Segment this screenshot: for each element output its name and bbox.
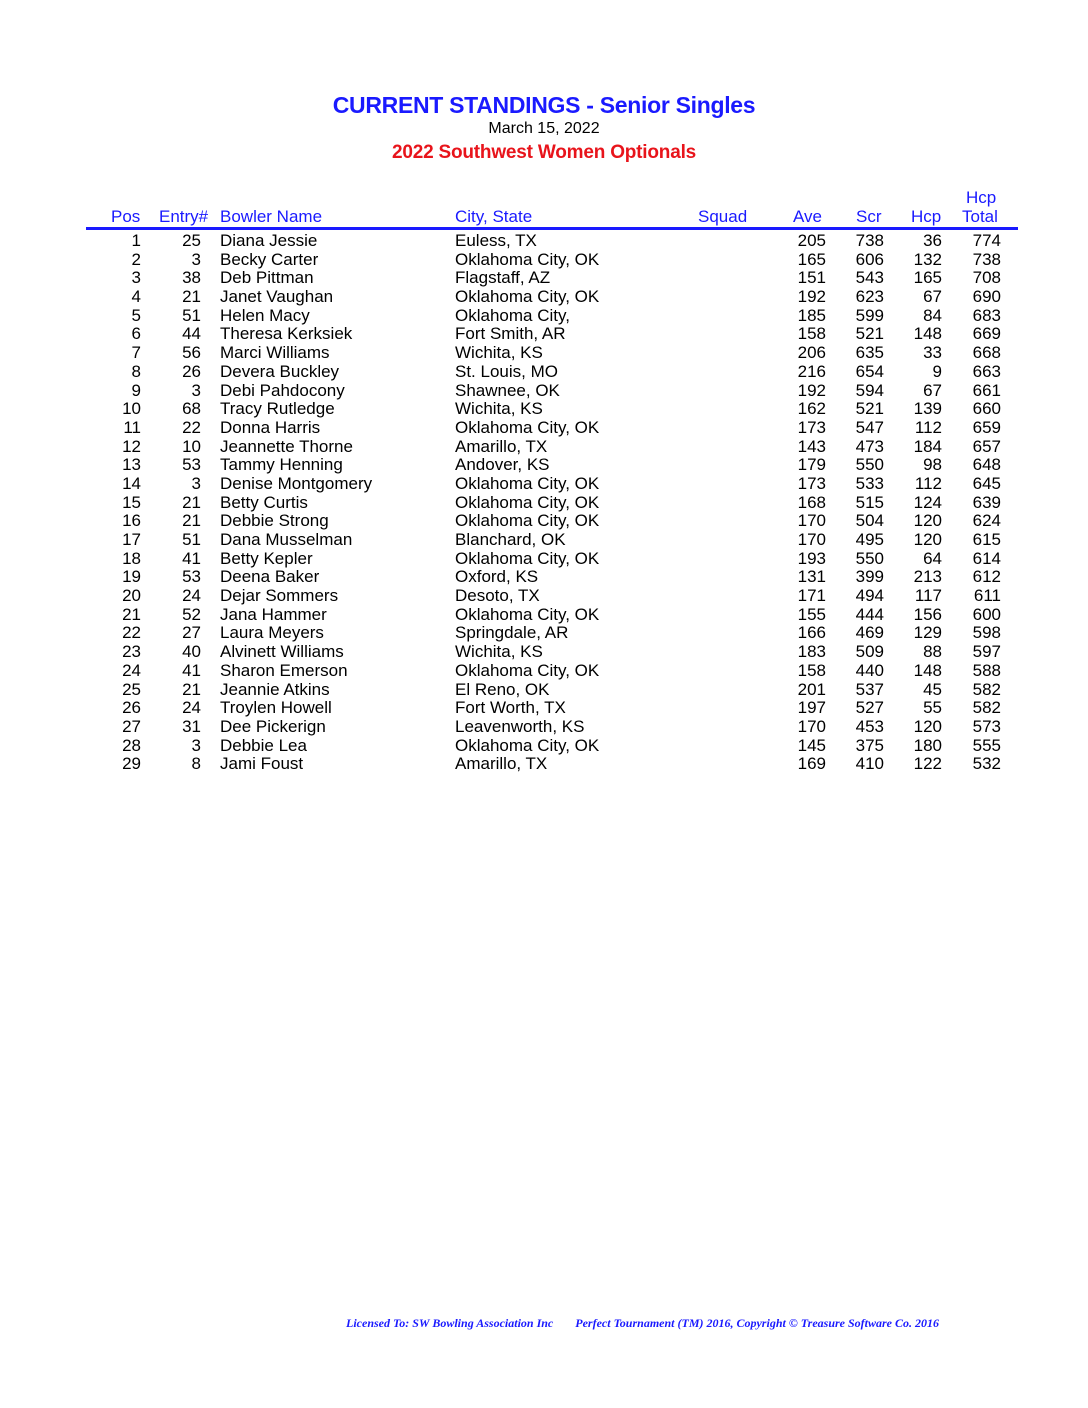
cell-entry: 21 <box>182 679 201 699</box>
cell-hcp-total: 648 <box>972 455 1001 475</box>
cell-scr: 469 <box>855 623 884 643</box>
cell-scr: 521 <box>855 324 884 344</box>
header-divider <box>86 227 1018 230</box>
cell-scr: 606 <box>855 249 884 269</box>
cell-entry: 41 <box>182 548 201 568</box>
cell-ave: 170 <box>797 530 826 549</box>
cell-bowler-name: Debi Pahdocony <box>220 380 345 400</box>
cell-bowler-name: Marci Williams <box>220 343 330 363</box>
cell-ave: 169 <box>797 754 826 774</box>
cell-bowler-name: Jeannie Atkins <box>220 679 330 699</box>
cell-pos: 23 <box>122 642 141 662</box>
cell-ave: 197 <box>797 698 826 718</box>
footer-copyright: Perfect Tournament (TM) 2016, Copyright © Treasure Software Co. 2016 <box>575 1316 940 1330</box>
cell-entry: 3 <box>191 473 201 493</box>
cell-city-state: Oklahoma City, OK <box>455 548 600 568</box>
cell-hcp-total: 639 <box>972 492 1001 512</box>
cell-bowler-name: Betty Kepler <box>220 548 313 568</box>
table-row <box>0 530 1088 549</box>
cell-hcp: 9 <box>932 361 942 381</box>
cell-hcp: 88 <box>923 642 942 662</box>
footer-license: Licensed To: SW Bowling Association Inc <box>346 1316 554 1330</box>
cell-pos: 3 <box>131 268 141 288</box>
cell-city-state: Shawnee, OK <box>455 380 560 400</box>
table-row <box>0 661 1088 680</box>
cell-bowler-name: Dejar Sommers <box>220 586 339 606</box>
table-row <box>0 605 1088 624</box>
tournament-name: 2022 Southwest Women Optionals <box>391 142 697 163</box>
cell-scr: 453 <box>855 716 884 736</box>
cell-city-state: Oklahoma City, OK <box>455 417 600 437</box>
cell-scr: 547 <box>855 417 884 437</box>
cell-scr: 440 <box>855 660 884 680</box>
cell-hcp: 122 <box>913 754 942 774</box>
cell-hcp-total: 683 <box>972 305 1001 325</box>
table-row <box>0 399 1088 418</box>
cell-city-state: Oklahoma City, OK <box>455 735 600 755</box>
col-header-squad: Squad <box>698 207 748 226</box>
cell-hcp: 180 <box>913 735 942 755</box>
table-row <box>0 231 1088 250</box>
cell-entry: 21 <box>182 511 201 531</box>
cell-hcp-total: 669 <box>972 324 1001 344</box>
cell-pos: 19 <box>122 567 141 587</box>
cell-pos: 20 <box>122 586 141 606</box>
cell-ave: 168 <box>797 492 826 512</box>
table-row <box>0 717 1088 736</box>
cell-ave: 185 <box>797 305 826 325</box>
page-title: CURRENT STANDINGS - Senior Singles <box>332 92 756 118</box>
cell-entry: 40 <box>182 642 201 662</box>
table-row <box>0 511 1088 530</box>
cell-hcp: 64 <box>923 548 942 568</box>
cell-city-state: Oklahoma City, <box>455 305 570 325</box>
cell-scr: 623 <box>855 287 884 307</box>
cell-scr: 527 <box>855 698 884 718</box>
cell-pos: 11 <box>123 417 141 437</box>
cell-city-state: Oklahoma City, OK <box>455 249 600 269</box>
cell-bowler-name: Donna Harris <box>220 417 321 437</box>
col-header-hcp: Hcp <box>911 207 942 226</box>
cell-scr: 738 <box>855 231 884 250</box>
cell-entry: 56 <box>182 343 201 363</box>
cell-entry: 8 <box>191 754 201 774</box>
cell-bowler-name: Denise Montgomery <box>220 473 373 493</box>
cell-entry: 3 <box>191 249 201 269</box>
cell-city-state: Leavenworth, KS <box>455 716 585 736</box>
cell-bowler-name: Janet Vaughan <box>220 287 334 307</box>
cell-hcp-total: 708 <box>972 268 1001 288</box>
cell-entry: 22 <box>182 417 201 437</box>
cell-ave: 173 <box>797 417 826 437</box>
cell-hcp: 139 <box>913 399 942 419</box>
cell-pos: 26 <box>122 698 141 718</box>
cell-ave: 179 <box>797 455 826 475</box>
cell-scr: 375 <box>855 735 884 755</box>
cell-hcp-total: 611 <box>973 586 1001 606</box>
table-row <box>0 306 1088 325</box>
cell-pos: 24 <box>122 660 141 680</box>
cell-scr: 521 <box>855 399 884 419</box>
cell-city-state: Euless, TX <box>455 231 537 250</box>
cell-city-state: Wichita, KS <box>455 399 543 419</box>
cell-city-state: Wichita, KS <box>455 343 543 363</box>
table-row <box>0 362 1088 381</box>
cell-hcp: 117 <box>914 586 942 606</box>
table-row <box>0 418 1088 437</box>
cell-scr: 399 <box>855 567 884 587</box>
cell-hcp-total: 645 <box>972 473 1001 493</box>
cell-hcp: 120 <box>913 716 942 736</box>
table-row <box>0 586 1088 605</box>
cell-hcp: 112 <box>914 417 942 437</box>
cell-entry: 52 <box>182 604 201 624</box>
cell-pos: 22 <box>122 623 141 643</box>
cell-city-state: St. Louis, MO <box>455 361 558 381</box>
col-header-name: Bowler Name <box>220 207 323 226</box>
cell-city-state: Oklahoma City, OK <box>455 287 600 307</box>
table-row <box>0 381 1088 400</box>
cell-hcp-total: 614 <box>972 548 1001 568</box>
cell-city-state: Amarillo, TX <box>455 436 548 456</box>
cell-bowler-name: Helen Macy <box>220 305 310 325</box>
cell-pos: 13 <box>122 455 141 475</box>
cell-hcp-total: 600 <box>972 604 1001 624</box>
cell-hcp: 67 <box>923 287 942 307</box>
table-row <box>0 698 1088 717</box>
cell-ave: 201 <box>797 679 826 699</box>
cell-city-state: Oxford, KS <box>455 567 539 587</box>
cell-bowler-name: Debbie Strong <box>220 511 329 531</box>
table-row <box>0 680 1088 699</box>
cell-hcp: 120 <box>913 530 942 549</box>
cell-city-state: Wichita, KS <box>455 642 543 662</box>
cell-scr: 654 <box>855 361 884 381</box>
cell-pos: 6 <box>131 324 141 344</box>
cell-scr: 550 <box>855 548 884 568</box>
cell-city-state: Oklahoma City, OK <box>455 660 600 680</box>
cell-scr: 550 <box>855 455 884 475</box>
cell-hcp-total: 582 <box>972 698 1001 718</box>
cell-scr: 537 <box>855 679 884 699</box>
cell-scr: 494 <box>855 586 884 606</box>
cell-city-state: Oklahoma City, OK <box>455 492 600 512</box>
cell-entry: 68 <box>182 399 201 419</box>
cell-entry: 26 <box>182 361 201 381</box>
cell-bowler-name: Dana Musselman <box>220 530 353 549</box>
cell-bowler-name: Diana Jessie <box>220 231 318 250</box>
cell-pos: 9 <box>131 380 141 400</box>
cell-hcp-total: 588 <box>972 660 1001 680</box>
cell-hcp-total: 690 <box>972 287 1001 307</box>
cell-entry: 51 <box>182 530 201 549</box>
cell-hcp-total: 598 <box>972 623 1001 643</box>
cell-pos: 29 <box>122 754 141 774</box>
cell-hcp-total: 597 <box>972 642 1001 662</box>
cell-city-state: Springdale, AR <box>455 623 569 643</box>
cell-ave: 155 <box>797 604 826 624</box>
cell-entry: 10 <box>182 436 201 456</box>
cell-hcp: 98 <box>923 455 942 475</box>
cell-ave: 162 <box>797 399 826 419</box>
cell-city-state: Flagstaff, AZ <box>455 268 551 288</box>
col-header-total-line1: Hcp <box>966 188 997 207</box>
cell-pos: 4 <box>131 287 141 307</box>
cell-hcp: 132 <box>913 249 942 269</box>
cell-ave: 216 <box>797 361 826 381</box>
cell-pos: 15 <box>122 492 141 512</box>
cell-city-state: El Reno, OK <box>455 679 550 699</box>
table-row <box>0 623 1088 642</box>
cell-city-state: Amarillo, TX <box>455 754 548 774</box>
cell-hcp: 55 <box>923 698 942 718</box>
cell-entry: 3 <box>191 380 201 400</box>
cell-entry: 51 <box>182 305 201 325</box>
cell-hcp-total: 532 <box>972 754 1001 774</box>
cell-city-state: Fort Smith, AR <box>455 324 566 344</box>
cell-hcp-total: 624 <box>972 511 1001 531</box>
cell-ave: 192 <box>797 287 826 307</box>
cell-hcp: 124 <box>913 492 942 512</box>
table-row <box>0 268 1088 287</box>
cell-bowler-name: Deena Baker <box>220 567 320 587</box>
cell-bowler-name: Tracy Rutledge <box>220 399 335 419</box>
table-row <box>0 250 1088 269</box>
cell-hcp: 213 <box>913 567 942 587</box>
cell-scr: 444 <box>855 604 884 624</box>
cell-hcp-total: 660 <box>972 399 1001 419</box>
cell-ave: 143 <box>797 436 826 456</box>
cell-hcp-total: 663 <box>972 361 1001 381</box>
col-header-total-line2: Total <box>962 207 998 226</box>
cell-scr: 635 <box>855 343 884 363</box>
cell-bowler-name: Jami Foust <box>220 754 304 774</box>
cell-ave: 166 <box>797 623 826 643</box>
cell-ave: 171 <box>797 586 826 606</box>
cell-pos: 18 <box>122 548 141 568</box>
cell-entry: 41 <box>182 660 201 680</box>
cell-pos: 2 <box>131 249 141 269</box>
cell-pos: 7 <box>131 343 141 363</box>
cell-scr: 599 <box>855 305 884 325</box>
cell-hcp: 112 <box>914 473 942 493</box>
cell-entry: 24 <box>182 586 201 606</box>
cell-city-state: Oklahoma City, OK <box>455 604 600 624</box>
cell-ave: 192 <box>797 380 826 400</box>
cell-pos: 16 <box>122 511 141 531</box>
cell-hcp: 165 <box>913 268 942 288</box>
cell-ave: 131 <box>797 567 826 587</box>
table-row <box>0 493 1088 512</box>
cell-hcp-total: 659 <box>972 417 1001 437</box>
cell-ave: 165 <box>797 249 826 269</box>
table-row <box>0 567 1088 586</box>
cell-hcp-total: 738 <box>972 249 1001 269</box>
cell-hcp: 67 <box>923 380 942 400</box>
cell-ave: 158 <box>797 660 826 680</box>
cell-entry: 21 <box>182 287 201 307</box>
cell-bowler-name: Sharon Emerson <box>220 660 348 680</box>
cell-pos: 27 <box>122 716 141 736</box>
cell-bowler-name: Alvinett Williams <box>220 642 344 662</box>
cell-bowler-name: Becky Carter <box>220 249 319 269</box>
cell-bowler-name: Theresa Kerksiek <box>220 324 353 344</box>
cell-scr: 410 <box>855 754 884 774</box>
cell-hcp: 129 <box>913 623 942 643</box>
table-row <box>0 287 1088 306</box>
cell-hcp: 148 <box>913 660 942 680</box>
cell-ave: 193 <box>797 548 826 568</box>
cell-scr: 509 <box>855 642 884 662</box>
cell-scr: 495 <box>855 530 884 549</box>
table-row <box>0 549 1088 568</box>
col-header-city: City, State <box>455 207 533 226</box>
cell-entry: 24 <box>182 698 201 718</box>
cell-ave: 170 <box>797 511 826 531</box>
cell-hcp: 84 <box>923 305 942 325</box>
cell-city-state: Oklahoma City, OK <box>455 511 600 531</box>
cell-bowler-name: Laura Meyers <box>220 623 324 643</box>
cell-bowler-name: Tammy Henning <box>220 455 343 475</box>
cell-pos: 25 <box>122 679 141 699</box>
cell-bowler-name: Jana Hammer <box>220 604 327 624</box>
cell-ave: 173 <box>797 473 826 493</box>
cell-entry: 27 <box>182 623 201 643</box>
cell-entry: 38 <box>182 268 201 288</box>
table-row <box>0 642 1088 661</box>
cell-ave: 145 <box>797 735 826 755</box>
col-header-scr: Scr <box>856 207 882 226</box>
cell-scr: 533 <box>855 473 884 493</box>
cell-entry: 21 <box>182 492 201 512</box>
cell-pos: 14 <box>122 473 141 493</box>
cell-hcp-total: 657 <box>972 436 1001 456</box>
table-row <box>0 736 1088 755</box>
standings-table <box>0 231 1088 773</box>
cell-entry: 53 <box>182 567 201 587</box>
cell-scr: 473 <box>855 436 884 456</box>
cell-entry: 44 <box>182 324 201 344</box>
cell-ave: 151 <box>797 268 826 288</box>
cell-pos: 1 <box>131 231 141 250</box>
cell-bowler-name: Deb Pittman <box>220 268 314 288</box>
cell-hcp: 120 <box>913 511 942 531</box>
cell-hcp-total: 555 <box>972 735 1001 755</box>
cell-ave: 183 <box>797 642 826 662</box>
cell-pos: 28 <box>122 735 141 755</box>
cell-ave: 206 <box>797 343 826 363</box>
cell-entry: 31 <box>182 716 201 736</box>
cell-hcp: 33 <box>923 343 942 363</box>
cell-hcp-total: 612 <box>972 567 1001 587</box>
col-header-pos: Pos <box>111 207 141 226</box>
cell-pos: 10 <box>122 399 141 419</box>
cell-hcp-total: 615 <box>972 530 1001 549</box>
cell-hcp-total: 774 <box>972 231 1001 250</box>
table-row <box>0 343 1088 362</box>
cell-ave: 158 <box>797 324 826 344</box>
cell-hcp: 184 <box>913 436 942 456</box>
cell-bowler-name: Jeannette Thorne <box>220 436 353 456</box>
table-row <box>0 474 1088 493</box>
cell-bowler-name: Devera Buckley <box>220 361 340 381</box>
cell-city-state: Desoto, TX <box>455 586 540 606</box>
cell-bowler-name: Dee Pickerign <box>220 716 326 736</box>
table-row <box>0 455 1088 474</box>
table-row <box>0 437 1088 456</box>
cell-bowler-name: Troylen Howell <box>220 698 332 718</box>
cell-ave: 205 <box>797 231 826 250</box>
cell-pos: 21 <box>122 604 141 624</box>
cell-scr: 515 <box>855 492 884 512</box>
col-header-ave: Ave <box>793 207 822 226</box>
cell-entry: 3 <box>191 735 201 755</box>
cell-hcp: 148 <box>913 324 942 344</box>
cell-pos: 17 <box>122 530 141 549</box>
cell-city-state: Andover, KS <box>455 455 550 475</box>
cell-scr: 543 <box>855 268 884 288</box>
cell-bowler-name: Debbie Lea <box>220 735 307 755</box>
cell-pos: 12 <box>122 436 141 456</box>
col-header-entry: Entry# <box>159 207 209 226</box>
cell-hcp: 156 <box>913 604 942 624</box>
cell-scr: 504 <box>855 511 884 531</box>
cell-city-state: Fort Worth, TX <box>455 698 566 718</box>
table-row <box>0 754 1088 773</box>
cell-ave: 170 <box>797 716 826 736</box>
cell-hcp-total: 668 <box>972 343 1001 363</box>
cell-hcp: 36 <box>923 231 942 250</box>
cell-city-state: Blanchard, OK <box>455 530 566 549</box>
cell-entry: 53 <box>182 455 201 475</box>
table-row <box>0 324 1088 343</box>
cell-bowler-name: Betty Curtis <box>220 492 308 512</box>
footer <box>346 1316 939 1331</box>
cell-hcp-total: 582 <box>972 679 1001 699</box>
cell-hcp-total: 661 <box>972 380 1001 400</box>
cell-entry: 25 <box>182 231 201 250</box>
cell-pos: 5 <box>131 305 141 325</box>
cell-hcp-total: 573 <box>972 716 1001 736</box>
cell-city-state: Oklahoma City, OK <box>455 473 600 493</box>
cell-scr: 594 <box>855 380 884 400</box>
cell-pos: 8 <box>131 361 141 381</box>
cell-hcp: 45 <box>923 679 942 699</box>
report-date: March 15, 2022 <box>488 120 600 137</box>
